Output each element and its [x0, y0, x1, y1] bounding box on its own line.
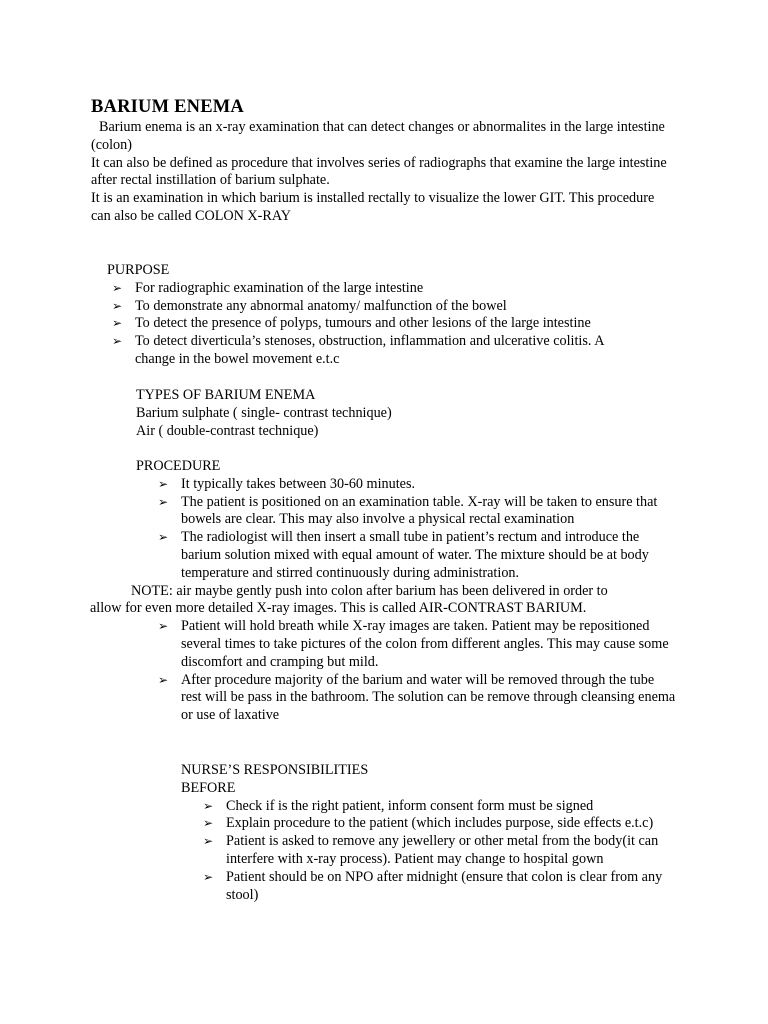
list-item	[107, 298, 647, 316]
nurse-list	[201, 798, 671, 905]
list-item	[201, 833, 671, 869]
procedure-list	[156, 476, 676, 583]
list-item-text: After procedure majority of the barium and water will be removed through the tube rest will be pass in the bathroom. The solution can be remove through cleansing enema or use of laxative	[181, 671, 676, 724]
procedure-heading: PROCEDURE	[136, 458, 221, 474]
list-item	[201, 815, 671, 833]
procedure-section	[90, 458, 676, 725]
arrowhead-bullet-icon: ➢	[158, 672, 169, 687]
list-item	[107, 280, 647, 298]
note-line: allow for even more detailed X-ray images. This is called AIR-CONTRAST BARIUM.	[90, 600, 587, 617]
arrowhead-bullet-icon: ➢	[112, 298, 123, 313]
list-item	[107, 315, 647, 333]
list-item-text: Explain procedure to the patient (which includes purpose, side effects e.t.c)	[226, 815, 654, 832]
list-item-text: To demonstrate any abnormal anatomy/ malfunction of the bowel	[135, 297, 507, 314]
intro-paragraph: Barium enema is an x-ray examination that can detect changes or abnormalites in the large intestine (colon)	[91, 119, 665, 153]
list-item-text: Patient is asked to remove any jewellery or other metal from the body(it can interfere with x-ray process). Patient may change to hospital gown	[226, 833, 659, 867]
arrowhead-bullet-icon: ➢	[203, 834, 214, 849]
nurse-subheading: BEFORE	[181, 779, 236, 796]
list-item-text: To detect diverticula’s stenoses, obstruction, inflammation and ulcerative colitis. A change in the bowel movement e.t.c	[135, 333, 604, 367]
list-item	[201, 869, 671, 905]
list-item-text: The radiologist will then insert a small tube in patient’s rectum and introduce the barium solution mixed with equal amount of water. The mixture should be at body temperature and stirred continuously during administration.	[181, 529, 649, 581]
types-section	[136, 387, 636, 440]
purpose-list	[107, 280, 647, 369]
list-item-text: Patient will hold breath while X-ray images are taken. Patient may be repositioned several times to take pictures of the colon from different angles. This may cause some discomfort and cramping but mild.	[181, 618, 669, 670]
arrowhead-bullet-icon: ➢	[158, 476, 169, 491]
list-item	[156, 618, 676, 671]
list-item	[201, 798, 671, 816]
types-line: Barium sulphate ( single- contrast technique)	[136, 404, 392, 421]
arrowhead-bullet-icon: ➢	[112, 334, 123, 349]
purpose-heading: PURPOSE	[107, 262, 170, 278]
arrowhead-bullet-icon: ➢	[203, 869, 214, 884]
list-item-text: The patient is positioned on an examination table. X-ray will be taken to ensure that bowels are clear. This may also involve a physical rectal examination	[181, 493, 658, 528]
list-item-text: It typically takes between 30-60 minutes.	[181, 475, 416, 492]
procedure-list-continued	[156, 618, 676, 725]
note-line: NOTE: air maybe gently push into colon after barium has been delivered in order to	[131, 582, 608, 599]
list-item	[156, 529, 676, 582]
document-title: BARIUM ENEMA	[91, 97, 244, 117]
procedure-note	[90, 582, 691, 619]
list-item-text: To detect the presence of polyps, tumours and other lesions of the large intestine	[135, 315, 591, 332]
arrowhead-bullet-icon: ➢	[203, 816, 214, 831]
list-item	[156, 476, 676, 494]
nurse-responsibilities-section	[181, 762, 671, 904]
list-item-text: For radiographic examination of the large intestine	[135, 279, 424, 296]
list-item-text: Check if is the right patient, inform consent form must be signed	[226, 797, 594, 814]
purpose-section	[107, 262, 647, 369]
types-line: Air ( double-contrast technique)	[136, 422, 319, 439]
list-item	[156, 494, 676, 530]
nurse-heading: NURSE’S RESPONSIBILITIES	[181, 762, 369, 778]
arrowhead-bullet-icon: ➢	[112, 280, 123, 295]
intro-paragraph: It can also be defined as procedure that involves series of radiographs that examine the large intestine after rectal instillation of barium sulphate.	[91, 154, 667, 189]
list-item	[107, 333, 647, 369]
intro-paragraph: It is an examination in which barium is installed rectally to visualize the lower GIT. This procedure can also be called COLON X-RAY	[91, 190, 655, 224]
arrowhead-bullet-icon: ➢	[158, 619, 169, 634]
list-item	[156, 672, 676, 725]
list-item-text: Patient should be on NPO after midnight (ensure that colon is clear from any stool)	[226, 868, 663, 903]
arrowhead-bullet-icon: ➢	[112, 316, 123, 331]
arrowhead-bullet-icon: ➢	[203, 798, 214, 813]
intro-section	[91, 119, 671, 226]
arrowhead-bullet-icon: ➢	[158, 530, 169, 545]
types-heading: TYPES OF BARIUM ENEMA	[136, 387, 316, 403]
arrowhead-bullet-icon: ➢	[158, 494, 169, 509]
